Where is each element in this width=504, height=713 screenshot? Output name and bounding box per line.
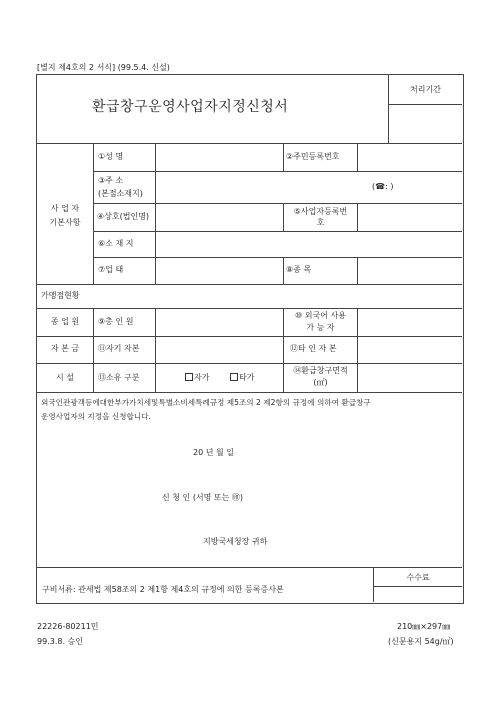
fee-box-line (374, 586, 462, 587)
row-line (37, 284, 462, 285)
ownership-label: ⑬소유 구분 (98, 373, 140, 382)
foreign-language-label-line2: 가 능 자 (306, 323, 335, 332)
foreign-language-label-line1: ⑩ 외국어 사용 (295, 311, 346, 320)
other-capital-label: ⑫타 인 자 본 (290, 344, 337, 353)
rented-option[interactable] (230, 373, 254, 383)
refund-area-label-line2: (㎡) (313, 378, 328, 387)
own-option[interactable] (185, 373, 209, 383)
paper-size: 210㎜×297㎜ (397, 622, 451, 631)
declaration-line-1: 외국인관광객등에대한부가가치세및특별소비세특례규정 제5조의 2 제2항의 규정에 의하여 환급창구 (41, 398, 371, 407)
resident-number-label: ②주민등록번호 (286, 152, 340, 161)
refund-area-value-cell[interactable] (358, 364, 461, 391)
own-capital-value-cell[interactable] (156, 337, 282, 362)
applicant-section-label-line2: 기본사항 (49, 218, 81, 227)
total-employees-label: ⑨총 인 원 (98, 317, 134, 326)
col-line (283, 257, 284, 284)
address-value-cell[interactable] (156, 172, 461, 202)
applicant-section-label (37, 202, 93, 230)
form-title: 환급창구운영사업자지정신청서 (92, 99, 289, 115)
business-registration-label (284, 206, 357, 228)
applicant-section-label-line1: 사 업 자 (50, 204, 80, 213)
col-line (283, 143, 284, 171)
capital-label: 자 본 금 (50, 344, 80, 353)
paper-type: (신문용지 54g/㎡) (388, 637, 454, 646)
refund-area-label-line1: ⑭환급창구면적 (293, 366, 348, 375)
foreign-language-value-cell[interactable] (358, 309, 461, 335)
phone-field: (☎: ) (372, 182, 394, 191)
business-registration-label-line1: ⑤사업자등록번 (293, 207, 348, 216)
address-label-sub: (본점소재지) (98, 189, 143, 198)
rented-checkbox[interactable] (230, 373, 238, 381)
applicant-signature-line: 신 청 인 (서명 또는 ㊞) (162, 493, 244, 502)
total-employees-value-cell[interactable] (156, 309, 282, 335)
application-date: 20 년 월 일 (193, 448, 234, 457)
processing-period-label: 처리기간 (410, 85, 441, 94)
trade-name-value-cell[interactable] (156, 204, 282, 230)
resident-number-value-cell[interactable] (358, 144, 461, 170)
business-item-label: ⑧종 목 (286, 265, 312, 274)
approval-date: 99.3.8. 승인 (37, 637, 83, 646)
row-line (37, 392, 462, 393)
refund-area-label (284, 365, 357, 389)
name-label: ①성 명 (98, 152, 124, 161)
name-value-cell[interactable] (156, 144, 282, 170)
rented-option-label: 타가 (239, 373, 255, 382)
declaration-line-2: 운영사업자의 지정을 신청합니다. (41, 412, 151, 421)
address-label: ③주 소 (98, 176, 124, 185)
fee-label: 수수료 (406, 573, 430, 582)
business-item-value-cell[interactable] (358, 258, 461, 283)
own-option-label: 자가 (194, 373, 210, 382)
trade-name-label: ④상호(법인명) (97, 212, 150, 221)
addressee: 지방국세청장 귀하 (203, 537, 268, 546)
location-label: ⑥소 재 지 (98, 239, 134, 248)
required-documents: 구비서류: 관세법 제58조의 2 제1항 제4호의 규정에 의한 등록증사본 (42, 585, 284, 594)
foreign-language-label (284, 310, 357, 334)
business-type-value-cell[interactable] (156, 258, 282, 283)
own-checkbox[interactable] (185, 373, 193, 381)
business-registration-label-line2: 호 (316, 218, 325, 227)
business-registration-value-cell[interactable] (358, 204, 461, 230)
col-line (93, 143, 94, 284)
own-capital-label: ⑪자기 자본 (98, 344, 140, 353)
other-capital-value-cell[interactable] (358, 337, 461, 362)
facility-label: 시 설 (56, 373, 74, 382)
form-number: 22226-80211민 (37, 622, 99, 631)
location-value-cell[interactable] (156, 232, 461, 256)
row-line (37, 567, 462, 568)
processing-box-line (389, 104, 462, 105)
merchant-status-label: 가맹점현황 (41, 291, 80, 300)
form-header-note: [별지 제4호의 2 서식] (99.5.4. 신설) (37, 63, 170, 72)
col-line (93, 308, 94, 392)
business-type-label: ⑦업 태 (98, 265, 124, 274)
employees-label: 종 업 원 (50, 317, 80, 326)
